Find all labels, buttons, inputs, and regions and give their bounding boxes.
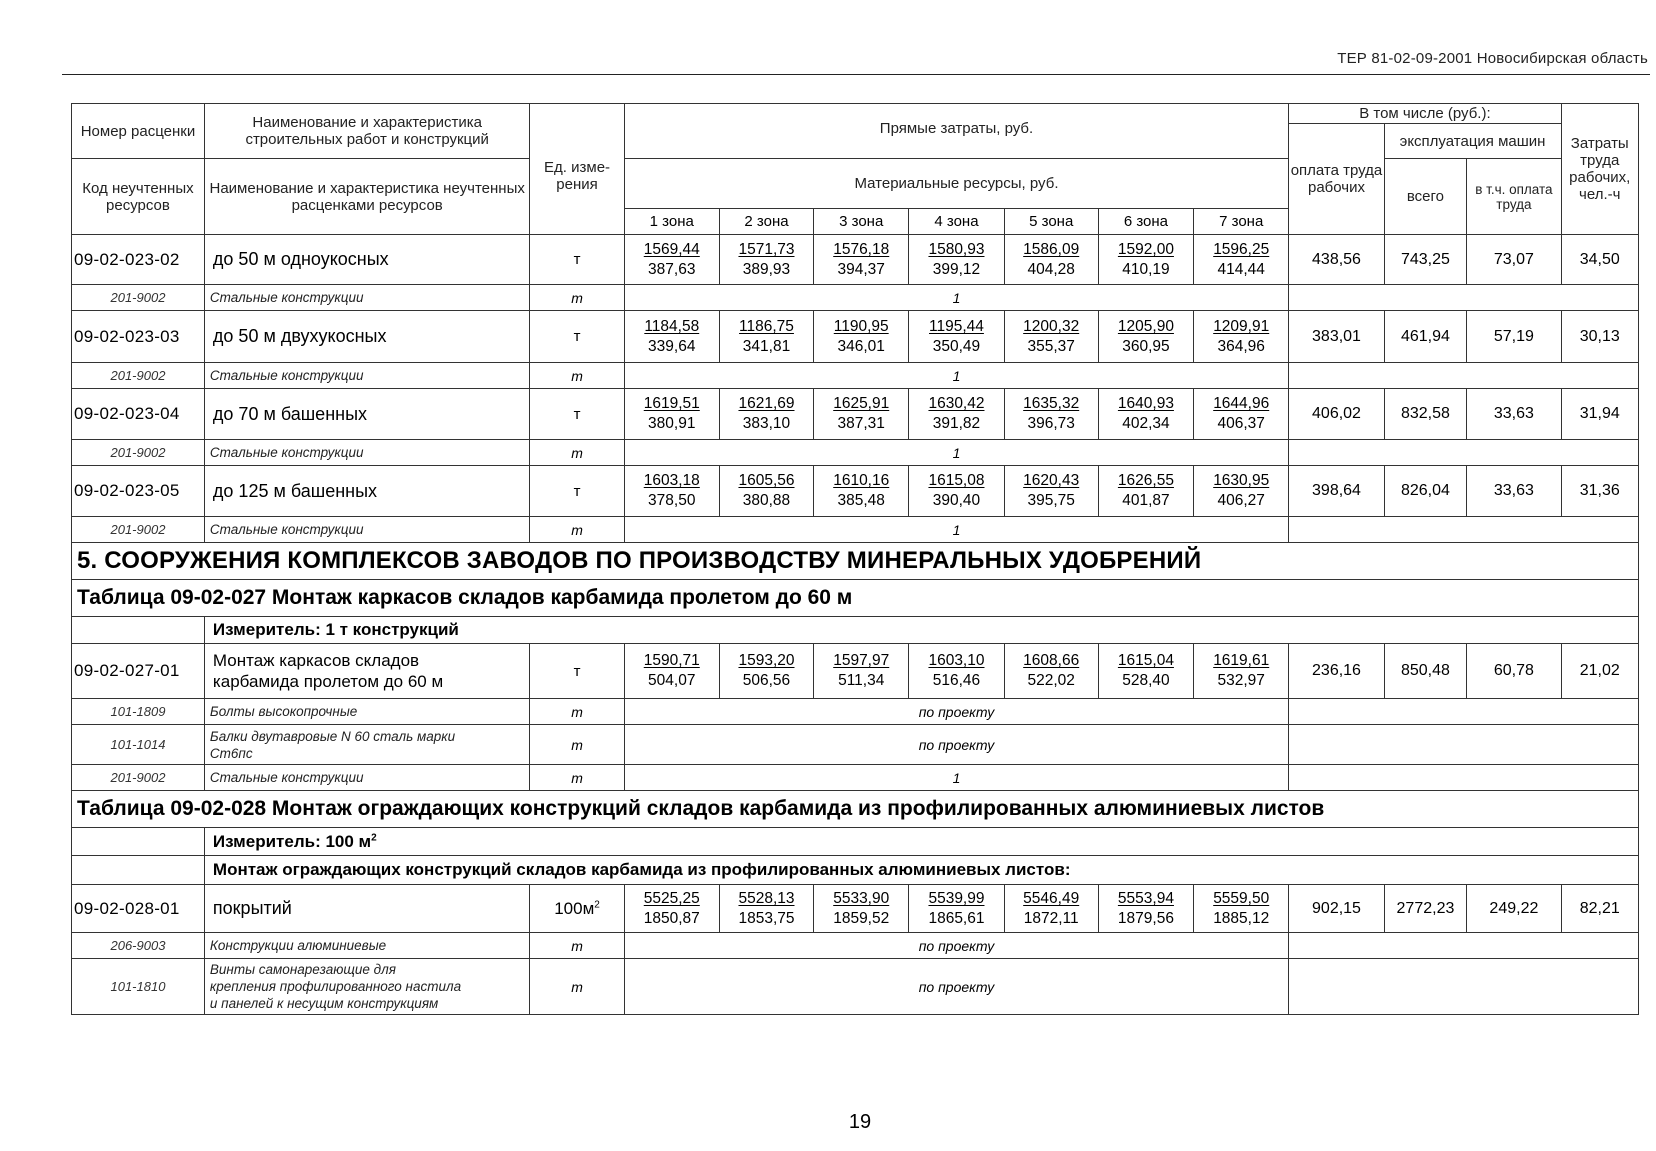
zone-cost: $\frac{1630,42}{391,82}$ bbox=[928, 395, 985, 432]
zone-header: 1 зона bbox=[624, 209, 719, 235]
resource-code: 201-9002 bbox=[72, 517, 205, 543]
resource-value: 1 bbox=[624, 517, 1289, 543]
zone-cost: $\frac{1593,20}{506,56}$ bbox=[738, 652, 795, 689]
resource-code: 101-1809 bbox=[72, 699, 205, 725]
group-title: Монтаж ограждающих конструкций складов карбамида из профилированных алюминиевых листов: bbox=[204, 856, 1638, 885]
rate-unit: т bbox=[530, 311, 624, 363]
machines-wages-value: 73,07 bbox=[1467, 235, 1561, 285]
rate-code: 09-02-027-01 bbox=[72, 644, 205, 699]
table-row bbox=[72, 235, 1639, 285]
zone-cost: $\frac{1586,09}{404,28}$ bbox=[1023, 240, 1080, 278]
zone-cost: $\frac{1605,56}{380,88}$ bbox=[738, 472, 795, 509]
machines-wages-value: 249,22 bbox=[1467, 885, 1561, 933]
table-row bbox=[72, 466, 1639, 517]
machines-wages-value: 33,63 bbox=[1467, 389, 1561, 440]
zone-cost: $\frac{1580,93}{399,12}$ bbox=[928, 240, 985, 278]
wages-value: 902,15 bbox=[1289, 885, 1384, 933]
table-title: Таблица 09-02-028 Монтаж ограждающих конструкций складов карбамида из профилированных алюминиевых листов bbox=[72, 791, 1639, 828]
rate-unit: т bbox=[530, 644, 624, 699]
resource-code: 206-9003 bbox=[72, 933, 205, 959]
col-incl: В том числе (руб.): bbox=[1289, 104, 1561, 124]
zone-cost: $\frac{5525,25}{1850,87}$ bbox=[643, 889, 700, 927]
col-direct-costs: Прямые затраты, руб. bbox=[624, 104, 1289, 159]
table-title: Таблица 09-02-027 Монтаж каркасов складов карбамида пролетом до 60 м bbox=[72, 580, 1639, 617]
rate-code: 09-02-023-02 bbox=[72, 235, 205, 285]
rate-name: до 70 м башенных bbox=[204, 389, 530, 440]
machines-total-value: 850,48 bbox=[1384, 644, 1467, 699]
col-code-top: Номер расценки bbox=[72, 104, 205, 159]
zone-cost: $\frac{1615,08}{390,40}$ bbox=[928, 472, 985, 509]
zone-cost: $\frac{1625,91}{387,31}$ bbox=[833, 395, 890, 432]
resource-row bbox=[72, 725, 1639, 765]
zone-cost: $\frac{1635,32}{396,73}$ bbox=[1023, 395, 1080, 432]
zone-cost: $\frac{1571,73}{389,93}$ bbox=[738, 240, 795, 278]
zone-header: 6 зона bbox=[1098, 209, 1193, 235]
machines-total-value: 461,94 bbox=[1384, 311, 1467, 363]
zone-cost: $\frac{1603,10}{516,46}$ bbox=[928, 652, 985, 689]
resource-code: 201-9002 bbox=[72, 440, 205, 466]
resource-code: 101-1810 bbox=[72, 959, 205, 1015]
zone-header: 3 зона bbox=[814, 209, 909, 235]
rate-unit: т bbox=[530, 466, 624, 517]
zone-cost: $\frac{1200,32}{355,37}$ bbox=[1023, 317, 1080, 355]
labor-value: 31,94 bbox=[1561, 389, 1639, 440]
rate-name: Монтаж каркасов складов карбамида пролетом до 60 м bbox=[204, 644, 530, 699]
col-machines-total: всего bbox=[1384, 159, 1467, 235]
resource-unit: т bbox=[530, 440, 624, 466]
resource-row bbox=[72, 959, 1639, 1015]
zone-cost: $\frac{1640,93}{402,34}$ bbox=[1117, 395, 1174, 432]
resource-value: по проекту bbox=[624, 933, 1289, 959]
zone-cost: $\frac{5528,13}{1853,75}$ bbox=[738, 889, 795, 927]
zone-cost: $\frac{1590,71}{504,07}$ bbox=[643, 652, 700, 689]
zone-cost: $\frac{1195,44}{350,49}$ bbox=[929, 317, 984, 355]
zone-cost: $\frac{1596,25}{414,44}$ bbox=[1213, 240, 1270, 278]
zone-cost: $\frac{1597,97}{511,34}$ bbox=[833, 652, 890, 689]
zone-cost: $\frac{1184,58}{339,64}$ bbox=[644, 317, 700, 355]
rate-unit: т bbox=[530, 235, 624, 285]
machines-total-value: 743,25 bbox=[1384, 235, 1467, 285]
section-title: 5. СООРУЖЕНИЯ КОМПЛЕКСОВ ЗАВОДОВ ПО ПРОИЗВОДСТВУ МИНЕРАЛЬНЫХ УДОБРЕНИЙ bbox=[72, 543, 1639, 580]
resource-unit: т bbox=[530, 363, 624, 389]
zone-cost: $\frac{5539,99}{1865,61}$ bbox=[928, 889, 985, 927]
resource-value: 1 bbox=[624, 363, 1289, 389]
resource-value: по проекту bbox=[624, 959, 1289, 1015]
rate-name: покрытий bbox=[204, 885, 530, 933]
resource-name: Стальные конструкции bbox=[204, 285, 530, 311]
wages-value: 438,56 bbox=[1289, 235, 1384, 285]
zone-cost: $\frac{1186,75}{341,81}$ bbox=[739, 317, 794, 355]
zone-cost: $\frac{1615,04}{528,40}$ bbox=[1117, 652, 1174, 689]
col-name-bottom: Наименование и характеристика неучтенных расценками ресурсов bbox=[204, 159, 530, 235]
table-row bbox=[72, 885, 1639, 933]
resource-row bbox=[72, 933, 1639, 959]
zone-cost: $\frac{1592,00}{410,19}$ bbox=[1117, 240, 1174, 278]
zone-cost: $\frac{5546,49}{1872,11}$ bbox=[1023, 889, 1080, 927]
rate-name: до 125 м башенных bbox=[204, 466, 530, 517]
machines-total-value: 832,58 bbox=[1384, 389, 1467, 440]
resource-name: Болты высокопрочные bbox=[204, 699, 530, 725]
zone-header: 7 зона bbox=[1194, 209, 1289, 235]
zone-cost: $\frac{1630,95}{406,27}$ bbox=[1213, 472, 1270, 509]
header-rule bbox=[62, 74, 1650, 75]
table-row bbox=[72, 389, 1639, 440]
machines-wages-value: 57,19 bbox=[1467, 311, 1561, 363]
resource-unit: т bbox=[530, 285, 624, 311]
price-table bbox=[71, 103, 1639, 1015]
resource-row bbox=[72, 517, 1639, 543]
page-number: 19 bbox=[848, 1111, 872, 1133]
resource-name: Стальные конструкции bbox=[204, 363, 530, 389]
zone-cost: $\frac{1644,96}{406,37}$ bbox=[1213, 395, 1270, 432]
resource-unit: т bbox=[530, 765, 624, 791]
wages-value: 406,02 bbox=[1289, 389, 1384, 440]
resource-name: Стальные конструкции bbox=[204, 517, 530, 543]
col-labor: Затраты труда рабочих, чел.-ч bbox=[1561, 104, 1639, 235]
resource-name: Конструкции алюминиевые bbox=[204, 933, 530, 959]
resource-value: по проекту bbox=[624, 699, 1289, 725]
zone-cost: $\frac{5533,90}{1859,52}$ bbox=[833, 889, 890, 927]
resource-unit: т bbox=[530, 959, 624, 1015]
zone-header: 2 зона bbox=[719, 209, 813, 235]
resource-value: по проекту bbox=[624, 725, 1289, 765]
resource-row bbox=[72, 699, 1639, 725]
zone-cost: $\frac{1603,18}{378,50}$ bbox=[643, 472, 700, 509]
resource-unit: т bbox=[530, 725, 624, 765]
table-row bbox=[72, 311, 1639, 363]
document-header: ТЕР 81-02-09-2001 Новосибирская область bbox=[1337, 50, 1648, 67]
zone-cost: $\frac{1190,95}{346,01}$ bbox=[833, 317, 889, 355]
resource-name: Балки двутавровые N 60 сталь марки Ст6пс bbox=[204, 725, 530, 765]
wages-value: 398,64 bbox=[1289, 466, 1384, 517]
col-machines: эксплуатация машин bbox=[1384, 124, 1561, 159]
resource-unit: т bbox=[530, 933, 624, 959]
resource-code: 201-9002 bbox=[72, 285, 205, 311]
labor-value: 31,36 bbox=[1561, 466, 1639, 517]
resource-name: Стальные конструкции bbox=[204, 440, 530, 466]
rate-name: до 50 м двухукосных bbox=[204, 311, 530, 363]
zone-cost: $\frac{1620,43}{395,75}$ bbox=[1023, 472, 1080, 509]
rate-code: 09-02-028-01 bbox=[72, 885, 205, 933]
zone-cost: $\frac{1569,44}{387,63}$ bbox=[643, 240, 700, 278]
zone-cost: $\frac{1619,51}{380,91}$ bbox=[643, 395, 700, 432]
labor-value: 82,21 bbox=[1561, 885, 1639, 933]
machines-total-value: 2772,23 bbox=[1384, 885, 1467, 933]
labor-value: 34,50 bbox=[1561, 235, 1639, 285]
resource-value: 1 bbox=[624, 765, 1289, 791]
machines-total-value: 826,04 bbox=[1384, 466, 1467, 517]
col-unit: Ед. изме-рения bbox=[530, 104, 624, 235]
rate-unit: т bbox=[530, 389, 624, 440]
zone-cost: $\frac{1619,61}{532,97}$ bbox=[1213, 652, 1270, 689]
rate-code: 09-02-023-04 bbox=[72, 389, 205, 440]
zone-cost: $\frac{1621,69}{383,10}$ bbox=[738, 395, 795, 432]
resource-row bbox=[72, 765, 1639, 791]
measure-unit: Измеритель: 100 $м^2$ bbox=[204, 828, 1638, 856]
resource-value: 1 bbox=[624, 440, 1289, 466]
resource-name: Стальные конструкции bbox=[204, 765, 530, 791]
zone-cost: $\frac{5559,50}{1885,12}$ bbox=[1213, 889, 1270, 927]
resource-name: Винты самонарезающие для крепления профилированного настила и панелей к несущим конструкциям bbox=[204, 959, 530, 1015]
wages-value: 236,16 bbox=[1289, 644, 1384, 699]
resource-code: 201-9002 bbox=[72, 363, 205, 389]
zone-cost: $\frac{5553,94}{1879,56}$ bbox=[1117, 889, 1174, 927]
resource-unit: т bbox=[530, 517, 624, 543]
col-name-top: Наименование и характеристика строительных работ и конструкций bbox=[204, 104, 530, 159]
resource-row bbox=[72, 440, 1639, 466]
zone-header: 4 зона bbox=[909, 209, 1004, 235]
rate-code: 09-02-023-03 bbox=[72, 311, 205, 363]
labor-value: 21,02 bbox=[1561, 644, 1639, 699]
zone-cost: $\frac{1209,91}{364,96}$ bbox=[1213, 317, 1270, 355]
zone-cost: $\frac{1610,16}{385,48}$ bbox=[833, 472, 890, 509]
resource-unit: т bbox=[530, 699, 624, 725]
resource-value: 1 bbox=[624, 285, 1289, 311]
machines-wages-value: 60,78 bbox=[1467, 644, 1561, 699]
resource-code: 101-1014 bbox=[72, 725, 205, 765]
labor-value: 30,13 bbox=[1561, 311, 1639, 363]
zone-cost: $\frac{1205,90}{360,95}$ bbox=[1117, 317, 1174, 355]
col-wages: оплата труда рабочих bbox=[1289, 124, 1384, 235]
resource-row bbox=[72, 363, 1639, 389]
zone-cost: $\frac{1626,55}{401,87}$ bbox=[1117, 472, 1174, 509]
col-code-bottom: Код неучтенных ресурсов bbox=[72, 159, 205, 235]
zone-header: 5 зона bbox=[1004, 209, 1098, 235]
table-row bbox=[72, 644, 1639, 699]
machines-wages-value: 33,63 bbox=[1467, 466, 1561, 517]
measure-unit: Измеритель: 1 т конструкций bbox=[204, 617, 1638, 644]
zone-cost: $\frac{1608,66}{522,02}$ bbox=[1023, 652, 1080, 689]
rate-code: 09-02-023-05 bbox=[72, 466, 205, 517]
col-machines-wages: в т.ч. оплата труда bbox=[1467, 159, 1561, 235]
col-materials: Материальные ресурсы, руб. bbox=[624, 159, 1289, 209]
wages-value: 383,01 bbox=[1289, 311, 1384, 363]
zone-cost: $\frac{1576,18}{394,37}$ bbox=[833, 240, 890, 278]
rate-name: до 50 м одноукосных bbox=[204, 235, 530, 285]
resource-code: 201-9002 bbox=[72, 765, 205, 791]
resource-row bbox=[72, 285, 1639, 311]
rate-unit: $100м^2$ bbox=[530, 885, 624, 933]
